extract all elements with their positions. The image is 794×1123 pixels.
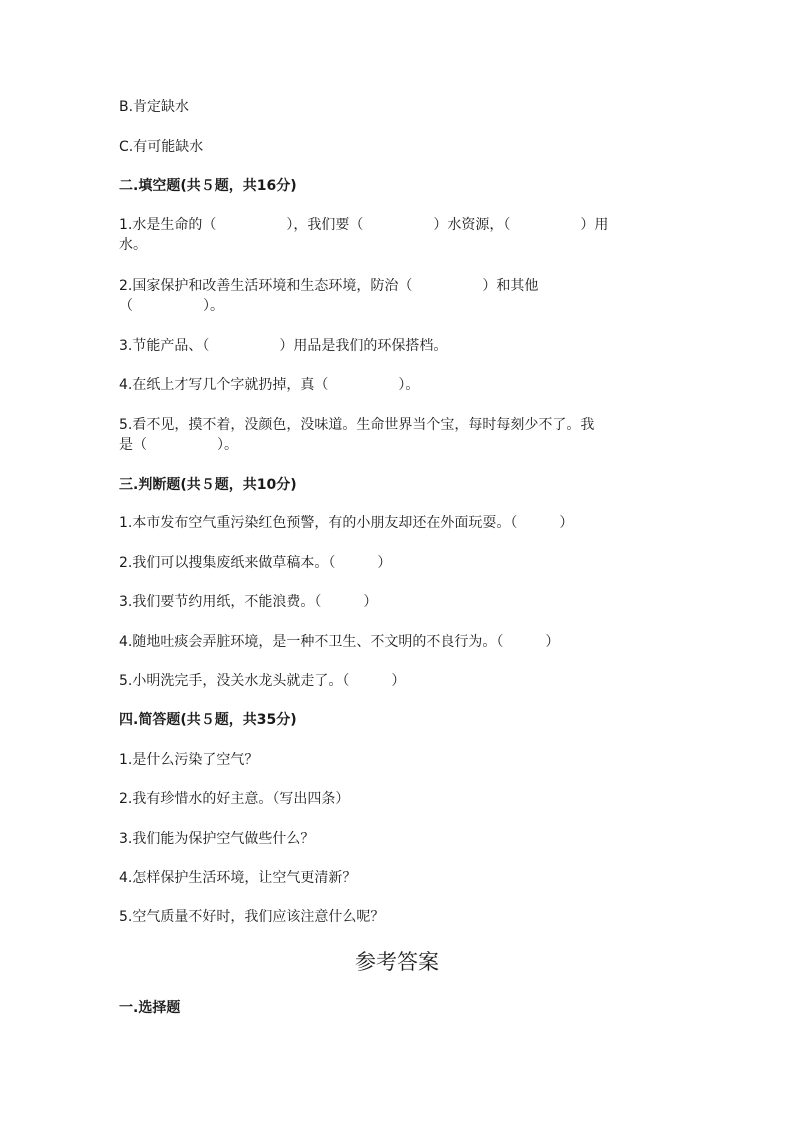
fill-blank-q1-line2: 水。 — [119, 237, 147, 253]
short-answer-q4: 4.怎样保护生活环境，让空气更清新？ — [119, 870, 357, 886]
short-answer-q3: 3.我们能为保护空气做些什么？ — [119, 831, 315, 847]
true-false-q2: 2.我们可以搜集废纸来做草稿本。（ ） — [119, 555, 392, 571]
choice-option-b: B.肯定缺水 — [119, 99, 190, 115]
fill-blank-q1-line1: 1.水是生命的（ ），我们要（ ）水资源，（ ）用 — [119, 217, 609, 233]
true-false-q4: 4.随地吐痰会弄脏环境，是一种不卫生、不文明的不良行为。（ ） — [119, 634, 560, 650]
answer-section1-heading: 一.选择题 — [119, 1000, 181, 1016]
answer-key-title: 参考答案 — [355, 950, 439, 974]
true-false-q3: 3.我们要节约用纸，不能浪费。（ ） — [119, 594, 378, 610]
true-false-q5: 5.小明洗完手，没关水龙头就走了。（ ） — [119, 673, 406, 689]
true-false-q1: 1.本市发布空气重污染红色预警，有的小朋友却还在外面玩耍。（ ） — [119, 515, 574, 531]
fill-blank-q5-line1: 5.看不见，摸不着，没颜色，没味道。生命世界当个宝，每时每刻少不了。我 — [119, 417, 595, 433]
short-answer-q1: 1.是什么污染了空气？ — [119, 752, 259, 768]
fill-blank-heading: 二.填空题(共５题，共16分) — [119, 178, 297, 194]
true-false-heading: 三.判断题(共５题，共10分) — [119, 477, 297, 493]
short-answer-q5: 5.空气质量不好时，我们应该注意什么呢？ — [119, 909, 385, 925]
fill-blank-q4: 4.在纸上才写几个字就扔掉，真（ ）。 — [119, 377, 420, 393]
fill-blank-q2-line1: 2.国家保护和改善生活环境和生态环境，防治（ ）和其他 — [119, 278, 539, 294]
short-answer-q2: 2.我有珍惜水的好主意。（写出四条） — [119, 791, 350, 807]
fill-blank-q5-line2: 是（ ）。 — [119, 437, 238, 453]
fill-blank-q2-line2: （ ）。 — [119, 298, 224, 314]
fill-blank-q3: 3.节能产品、（ ）用品是我们的环保搭档。 — [119, 338, 448, 354]
short-answer-heading: 四.简答题(共５题，共35分) — [119, 712, 297, 728]
choice-option-c: C.有可能缺水 — [119, 139, 204, 155]
